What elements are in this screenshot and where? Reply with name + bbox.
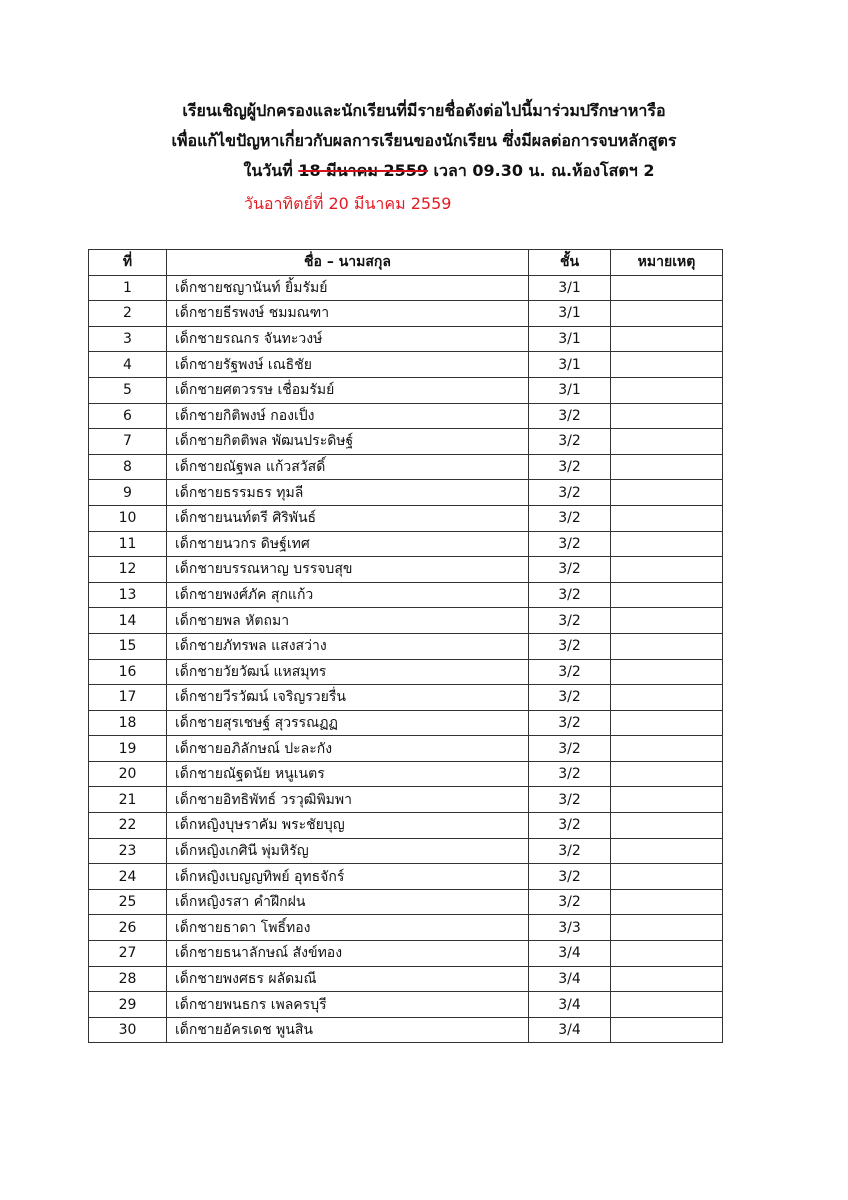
class-level: 3/4	[529, 941, 611, 967]
remark-cell	[611, 480, 723, 506]
remark-cell	[611, 889, 723, 915]
row-number: 9	[89, 480, 167, 506]
remark-cell	[611, 685, 723, 711]
row-number: 20	[89, 761, 167, 787]
table-row	[89, 352, 723, 378]
remark-cell	[611, 326, 723, 352]
table-row	[89, 582, 723, 608]
table-row	[89, 992, 723, 1018]
student-name: เด็กชายรณกร จันทะวงษ์	[167, 326, 529, 352]
class-level: 3/2	[529, 608, 611, 634]
table-row	[89, 659, 723, 685]
student-name: เด็กชายนวกร ดิษฐ์เทศ	[167, 531, 529, 557]
student-name: เด็กหญิงเกศินี พุ่มหิรัญ	[167, 838, 529, 864]
class-level: 3/2	[529, 710, 611, 736]
table-row	[89, 429, 723, 455]
class-level: 3/2	[529, 582, 611, 608]
row-number: 28	[89, 966, 167, 992]
table-row	[89, 531, 723, 557]
student-name: เด็กชายวัยวัฒน์ แหสมุทร	[167, 659, 529, 685]
row-number: 17	[89, 685, 167, 711]
remark-cell	[611, 403, 723, 429]
table-row	[89, 633, 723, 659]
remark-cell	[611, 531, 723, 557]
table-row	[89, 608, 723, 634]
table-row	[89, 301, 723, 327]
table-row	[89, 685, 723, 711]
remark-cell	[611, 582, 723, 608]
student-name: เด็กชายธีรพงษ์ ชมมณฑา	[167, 301, 529, 327]
row-number: 16	[89, 659, 167, 685]
table-row	[89, 557, 723, 583]
row-number: 4	[89, 352, 167, 378]
student-name: เด็กหญิงรสา คำฝึกฝน	[167, 889, 529, 915]
remark-cell	[611, 864, 723, 890]
remark-cell	[611, 761, 723, 787]
student-name: เด็กชายธาดา โพธิ์ทอง	[167, 915, 529, 941]
class-level: 3/2	[529, 429, 611, 455]
table-header-row	[89, 250, 723, 276]
class-level: 3/2	[529, 557, 611, 583]
student-name: เด็กชายพล หัตถมา	[167, 608, 529, 634]
class-level: 3/2	[529, 838, 611, 864]
student-name: เด็กหญิงเบญญทิพย์ อุทธจักร์	[167, 864, 529, 890]
student-name: เด็กชายวีรวัฒน์ เจริญรวยรื่น	[167, 685, 529, 711]
row-number: 3	[89, 326, 167, 352]
row-number: 27	[89, 941, 167, 967]
class-level: 3/2	[529, 761, 611, 787]
row-number: 13	[89, 582, 167, 608]
table-row	[89, 1017, 723, 1043]
remark-cell	[611, 941, 723, 967]
class-level: 3/1	[529, 326, 611, 352]
rescheduled-date: วันอาทิตย์ที่ 20 มีนาคม 2559	[244, 194, 452, 213]
class-level: 3/2	[529, 813, 611, 839]
header-no: ที่	[89, 250, 167, 276]
student-name: เด็กชายภัทรพล แสงสว่าง	[167, 633, 529, 659]
remark-cell	[611, 966, 723, 992]
table-row	[89, 966, 723, 992]
table-row	[89, 326, 723, 352]
class-level: 3/4	[529, 1017, 611, 1043]
table-row	[89, 889, 723, 915]
remark-cell	[611, 813, 723, 839]
header-name: ชื่อ – นามสกุล	[167, 250, 529, 276]
class-level: 3/2	[529, 659, 611, 685]
row-number: 12	[89, 557, 167, 583]
document-heading	[0, 96, 848, 186]
class-level: 3/2	[529, 403, 611, 429]
table-row	[89, 505, 723, 531]
date-prefix: ในวันที่	[243, 161, 299, 180]
row-number: 25	[89, 889, 167, 915]
student-name: เด็กชายอัครเดช พูนสิน	[167, 1017, 529, 1043]
table-row	[89, 838, 723, 864]
student-name: เด็กชายพงศธร ผลัดมณี	[167, 966, 529, 992]
row-number: 23	[89, 838, 167, 864]
class-level: 3/3	[529, 915, 611, 941]
table-row	[89, 710, 723, 736]
remark-cell	[611, 787, 723, 813]
row-number: 11	[89, 531, 167, 557]
remark-cell	[611, 915, 723, 941]
student-name: เด็กชายณัฐดนัย หนูเนตร	[167, 761, 529, 787]
table-row	[89, 941, 723, 967]
class-level: 3/4	[529, 992, 611, 1018]
remark-cell	[611, 377, 723, 403]
student-name: เด็กชายกิตติพล พัฒนประดิษฐ์	[167, 429, 529, 455]
remark-cell	[611, 736, 723, 762]
header-remark: หมายเหตุ	[611, 250, 723, 276]
row-number: 18	[89, 710, 167, 736]
class-level: 3/2	[529, 864, 611, 890]
table-row	[89, 377, 723, 403]
table-row	[89, 454, 723, 480]
student-name: เด็กชายนนท์ตรี ศิริพันธ์	[167, 505, 529, 531]
table-row	[89, 480, 723, 506]
remark-cell	[611, 429, 723, 455]
class-level: 3/1	[529, 275, 611, 301]
heading-line-2: เพื่อแก้ไขปัญหาเกี่ยวกับผลการเรียนของนักเรียน ซึ่งมีผลต่อการจบหลักสูตร	[171, 131, 677, 150]
row-number: 6	[89, 403, 167, 429]
table-row	[89, 736, 723, 762]
heading-line-3	[0, 156, 848, 186]
remark-cell	[611, 710, 723, 736]
student-name: เด็กชายสุรเชษฐ์ สุวรรณฏฏ	[167, 710, 529, 736]
row-number: 14	[89, 608, 167, 634]
row-number: 26	[89, 915, 167, 941]
row-number: 5	[89, 377, 167, 403]
row-number: 8	[89, 454, 167, 480]
class-level: 3/1	[529, 301, 611, 327]
student-name: เด็กชายธนาลักษณ์ สังข์ทอง	[167, 941, 529, 967]
remark-cell	[611, 838, 723, 864]
table-row	[89, 275, 723, 301]
student-name: เด็กชายณัฐพล แก้วสวัสดิ์	[167, 454, 529, 480]
student-name: เด็กชายชญานันท์ ยิ้มรัมย์	[167, 275, 529, 301]
table-body	[89, 275, 723, 1043]
remark-cell	[611, 275, 723, 301]
class-level: 3/2	[529, 633, 611, 659]
class-level: 3/1	[529, 377, 611, 403]
remark-cell	[611, 301, 723, 327]
class-level: 3/2	[529, 736, 611, 762]
student-name: เด็กชายพงศ์ภัค สุกแก้ว	[167, 582, 529, 608]
table-row	[89, 813, 723, 839]
class-level: 3/2	[529, 480, 611, 506]
remark-cell	[611, 505, 723, 531]
student-name: เด็กชายศตวรรษ เชื่อมรัมย์	[167, 377, 529, 403]
student-name: เด็กชายพนธกร เพลครบุรี	[167, 992, 529, 1018]
header-class: ชั้น	[529, 250, 611, 276]
remark-cell	[611, 1017, 723, 1043]
class-level: 3/2	[529, 889, 611, 915]
student-name: เด็กหญิงบุษราคัม พระชัยบุญ	[167, 813, 529, 839]
class-level: 3/2	[529, 685, 611, 711]
class-level: 3/2	[529, 454, 611, 480]
class-level: 3/2	[529, 531, 611, 557]
table-row	[89, 403, 723, 429]
remark-cell	[611, 352, 723, 378]
time-venue: เวลา 09.30 น. ณ.ห้องโสตฯ 2	[427, 161, 655, 180]
student-name: เด็กชายกิติพงษ์ กองเป็ง	[167, 403, 529, 429]
table-row	[89, 915, 723, 941]
table-row	[89, 864, 723, 890]
class-level: 3/2	[529, 787, 611, 813]
student-name: เด็กชายธรรมธร ทุมลี	[167, 480, 529, 506]
row-number: 7	[89, 429, 167, 455]
struck-original-date: 18 มีนาคม 2559	[298, 161, 428, 180]
row-number: 30	[89, 1017, 167, 1043]
row-number: 21	[89, 787, 167, 813]
student-name: เด็กชายอภิลักษณ์ ปะละกัง	[167, 736, 529, 762]
row-number: 10	[89, 505, 167, 531]
table-row	[89, 787, 723, 813]
heading-line-1: เรียนเชิญผู้ปกครองและนักเรียนที่มีรายชื่อดังต่อไปนี้มาร่วมปรึกษาหารือ	[182, 101, 666, 120]
class-level: 3/4	[529, 966, 611, 992]
student-name: เด็กชายบรรณหาญ บรรจบสุข	[167, 557, 529, 583]
remark-cell	[611, 454, 723, 480]
remark-cell	[611, 557, 723, 583]
student-table	[88, 249, 723, 1043]
class-level: 3/1	[529, 352, 611, 378]
class-level: 3/2	[529, 505, 611, 531]
row-number: 22	[89, 813, 167, 839]
remark-cell	[611, 992, 723, 1018]
row-number: 2	[89, 301, 167, 327]
row-number: 19	[89, 736, 167, 762]
student-name: เด็กชายอิทธิพัทธ์ วรวุฒิพิมพา	[167, 787, 529, 813]
student-name: เด็กชายรัฐพงษ์ เณธิชัย	[167, 352, 529, 378]
remark-cell	[611, 633, 723, 659]
row-number: 24	[89, 864, 167, 890]
remark-cell	[611, 608, 723, 634]
row-number: 1	[89, 275, 167, 301]
table-row	[89, 761, 723, 787]
remark-cell	[611, 659, 723, 685]
row-number: 29	[89, 992, 167, 1018]
row-number: 15	[89, 633, 167, 659]
